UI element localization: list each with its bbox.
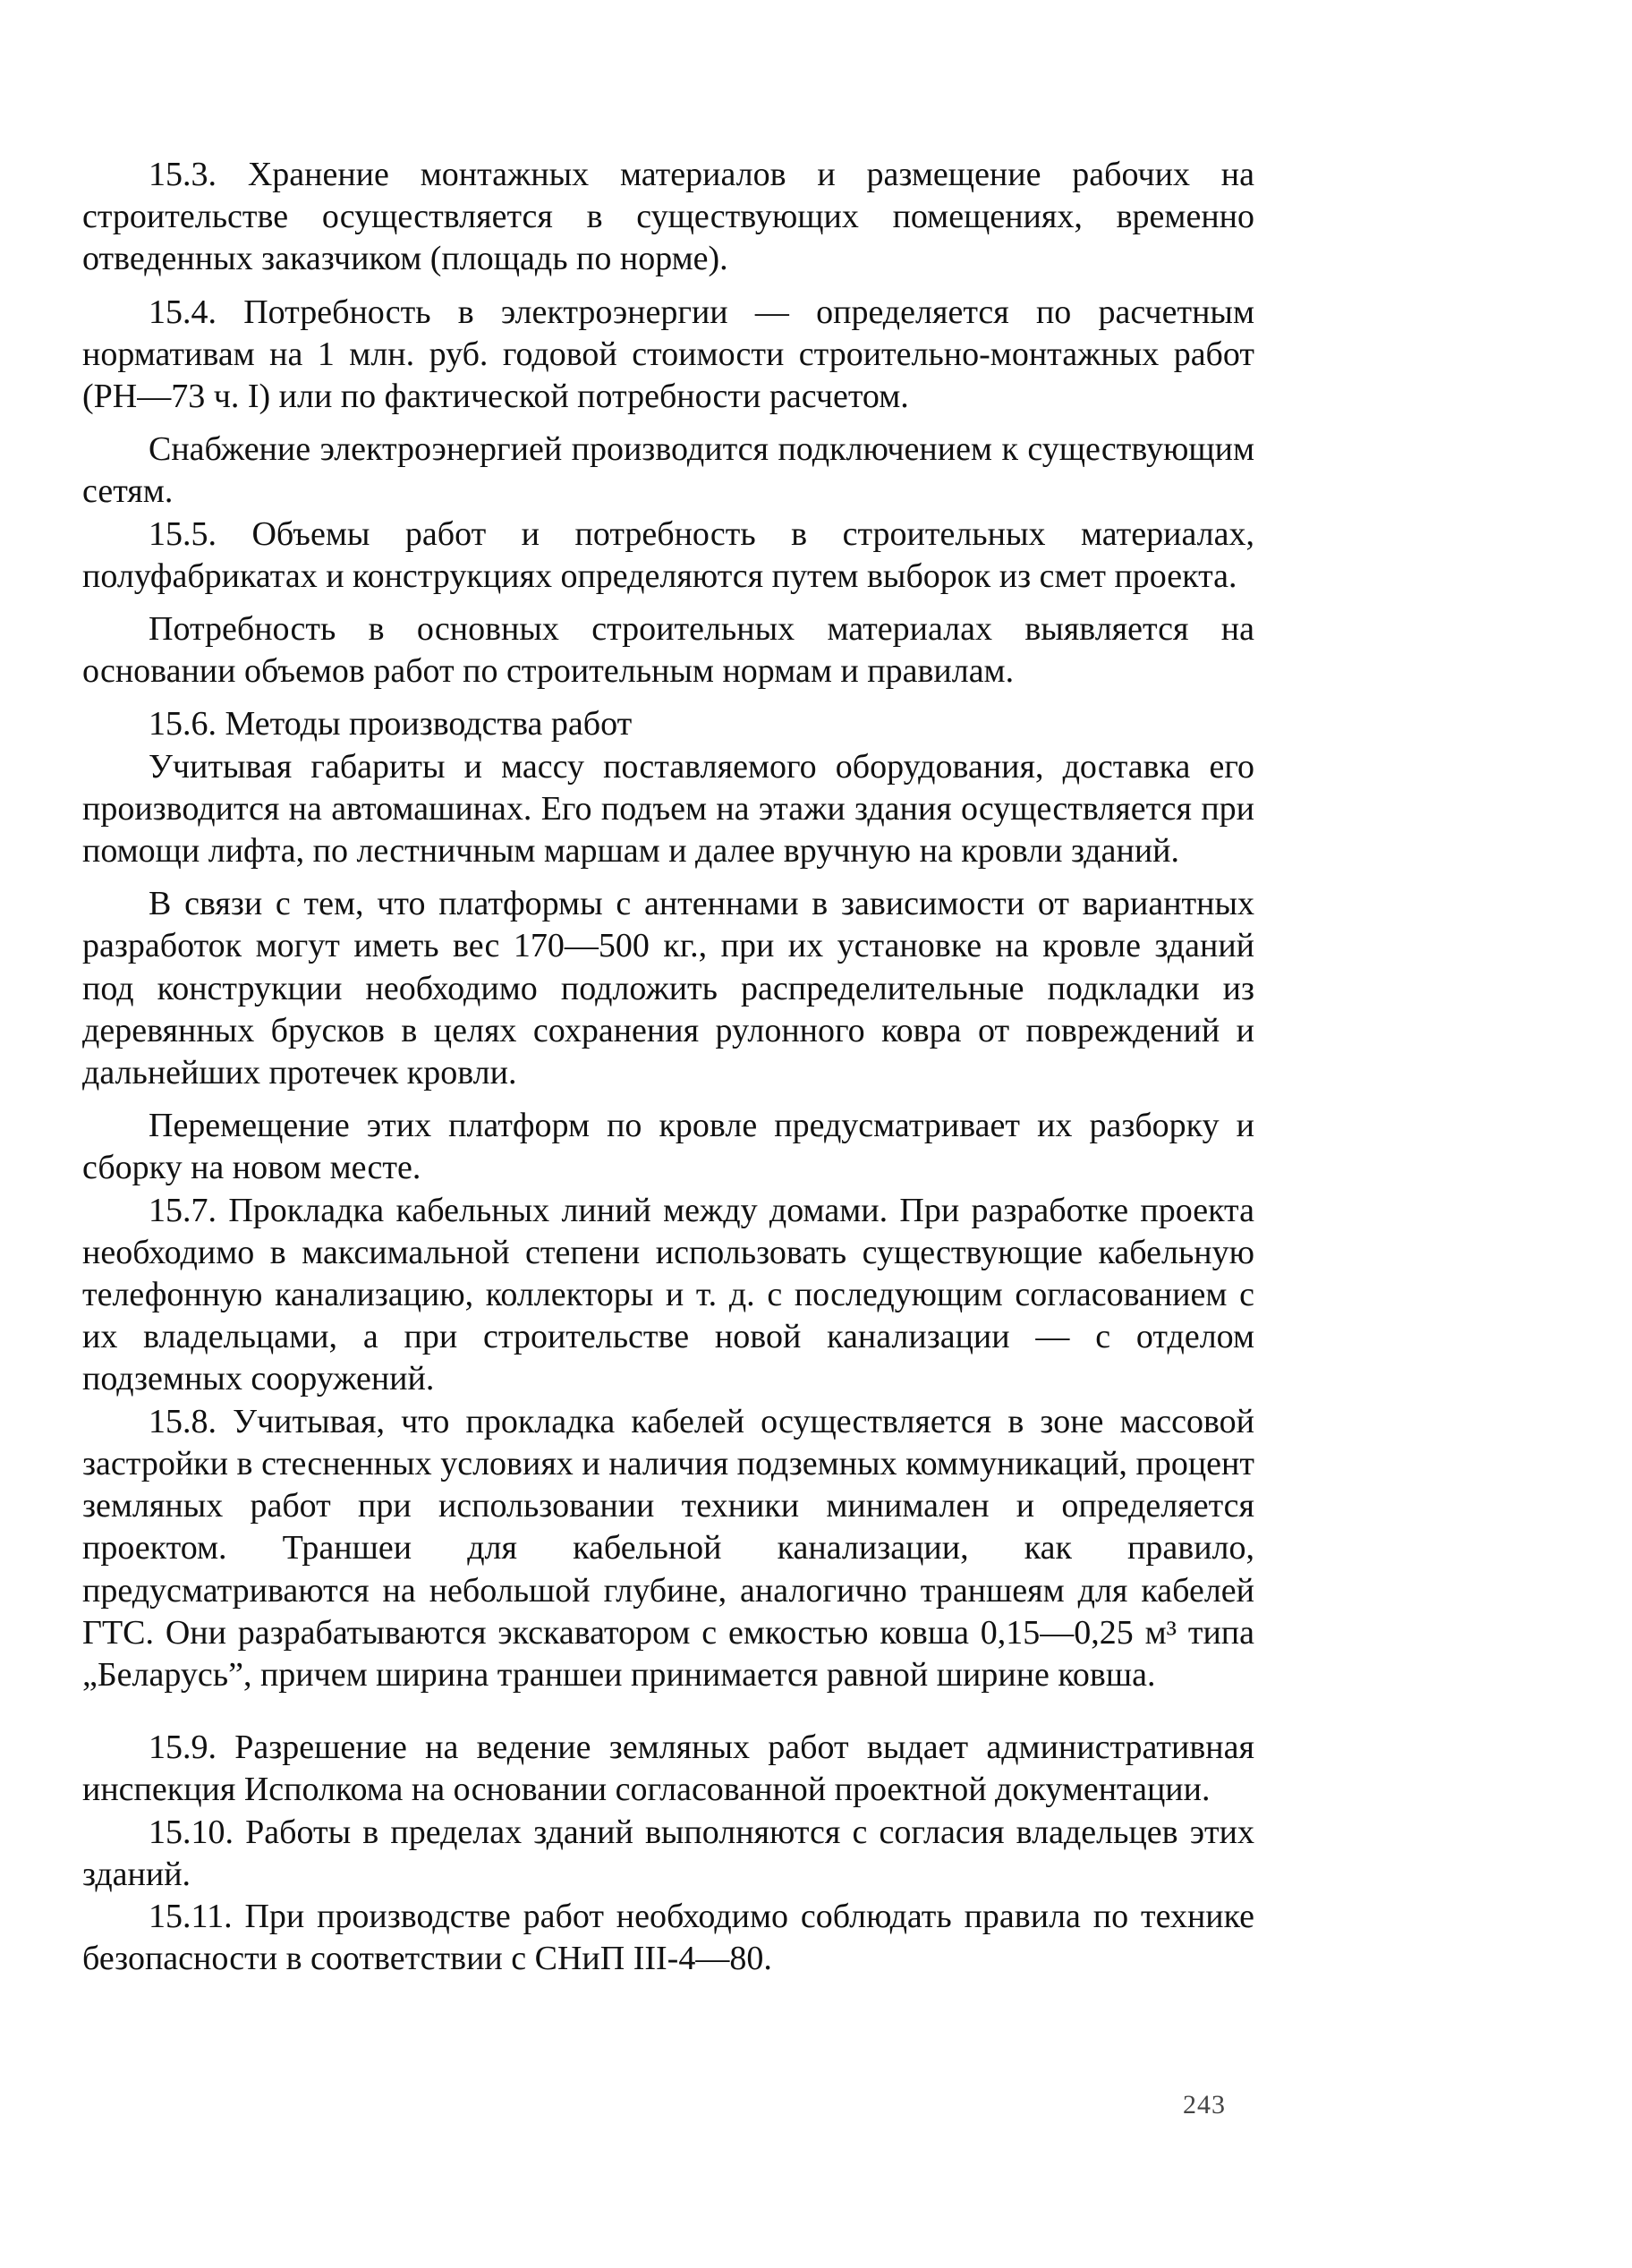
paragraph-platforms: В связи с тем, что платформы с антеннами в зависимости от вариантных разработок могут иметь вес 170—500 кг., при их установке на кровле зданий под конструкции необходимо подложить распределительные подкладки из деревянных брусков в целях сохранения рулонного ковра от повреждений и дальнейших протечек кровли. <box>82 885 1254 1092</box>
paragraph-15-11: 15.11. При производстве работ необходимо соблюдать правила по технике безопасности в соответствии с СНиП III-4—80. <box>82 1897 1254 1978</box>
paragraph-platform-relocation: Перемещение этих платформ по кровле предусматривает их разборку и сборку на новом месте. <box>82 1107 1254 1187</box>
paragraph-15-8: 15.8. Учитывая, что прокладка кабелей осуществляется в зоне массовой застройки в стесненных условиях и наличия подземных коммуникаций, процент земляных работ при использовании техники минимален и определяется проектом. Траншеи для кабельной канализации, как правило, предусматриваются на небольшой глубине, аналогично траншеям для кабелей ГТС. Они разрабатываются экскаватором с емкостью ковша 0,15—0,25 м³ типа „Беларусь”, причем ширина траншеи принимается равной ширине ковша. <box>82 1402 1254 1694</box>
page-body <box>82 154 1254 1980</box>
paragraph-materials-need: Потребность в основных строительных материалах выявляется на основании объемов работ по строительным нормам и правилам. <box>82 610 1254 691</box>
paragraph-delivery: Учитывая габариты и массу поставляемого оборудования, доставка его производится на автомашинах. Его подъем на этажи здания осуществляется при помощи лифта, по лестничным маршам и далее вручную на кровли зданий. <box>82 747 1254 871</box>
page-number: 243 <box>1183 2090 1226 2119</box>
section-heading-15-6: 15.6. Методы производства работ <box>149 705 633 743</box>
paragraph-15-7: 15.7. Прокладка кабельных линий между домами. При разработке проекта необходимо в максимальной степени использовать существующие кабельную телефонную канализацию, коллекторы и т. д. с последующим согласованием с их владельцами, а при строительстве новой канализации — с отделом подземных сооружений. <box>82 1191 1254 1398</box>
paragraph-15-4: 15.4. Потребность в электроэнергии — определяется по расчетным нормативам на 1 млн. руб. годовой стоимости строительно-монтажных работ (РН—73 ч. I) или по фактической потребности расчетом. <box>82 293 1254 416</box>
paragraph-power-supply: Снабжение электроэнергией производится подключением к существующим сетям. <box>82 430 1254 511</box>
paragraph-15-9: 15.9. Разрешение на ведение земляных работ выдает административная инспекция Исполкома на основании согласованной проектной документации. <box>82 1729 1254 1809</box>
paragraph-15-10: 15.10. Работы в пределах зданий выполняются с согласия владельцев этих зданий. <box>82 1813 1254 1893</box>
paragraph-15-3: 15.3. Хранение монтажных материалов и размещение рабочих на строительстве осуществляется в существующих помещениях, временно отведенных заказчиком (площадь по норме). <box>82 156 1254 278</box>
paragraph-15-5: 15.5. Объемы работ и потребность в строительных материалах, полуфабрикатах и конструкциях определяются путем выборок из смет проекта. <box>82 514 1254 595</box>
